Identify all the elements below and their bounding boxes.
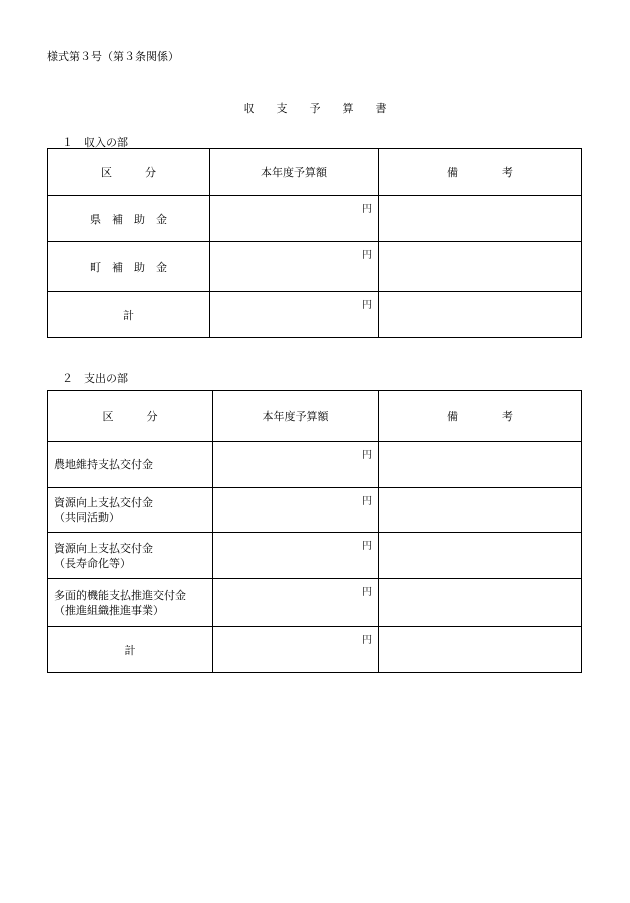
yen-unit: 円 bbox=[362, 300, 372, 311]
expense-row-amount[interactable] bbox=[213, 579, 379, 627]
income-row-remarks[interactable] bbox=[379, 292, 582, 338]
expense-header-row bbox=[48, 391, 582, 442]
income-row-prefecture bbox=[48, 196, 582, 242]
income-row-label: 町 補 助 金 bbox=[48, 242, 210, 292]
income-header-row bbox=[48, 149, 582, 196]
expense-row-remarks[interactable] bbox=[379, 442, 582, 488]
expense-row-promotion bbox=[48, 579, 582, 627]
expense-row-remarks[interactable] bbox=[379, 627, 582, 673]
yen-unit: 円 bbox=[362, 587, 372, 598]
expense-row-remarks[interactable] bbox=[379, 579, 582, 627]
expense-section-heading: ２ 支出の部 bbox=[62, 372, 128, 385]
expense-row-label-cell bbox=[48, 533, 213, 579]
expense-row-label-cell bbox=[48, 488, 213, 533]
expense-row-label-cell bbox=[48, 442, 213, 488]
expense-row-sublabel: （長寿命化等） bbox=[54, 556, 131, 570]
income-row-label: 県 補 助 金 bbox=[48, 196, 210, 242]
income-row-total bbox=[48, 292, 582, 338]
income-table bbox=[47, 148, 582, 338]
document-title: 収 支 予 算 書 bbox=[243, 102, 387, 115]
expense-header-budget: 本年度予算額 bbox=[213, 391, 379, 442]
expense-table bbox=[47, 390, 582, 673]
expense-row-label: 資源向上支払交付金 bbox=[54, 496, 153, 509]
expense-row-label-cell bbox=[48, 579, 213, 627]
income-row-label: 計 bbox=[48, 292, 210, 338]
expense-row-amount[interactable] bbox=[213, 533, 379, 579]
expense-header-remarks: 備 考 bbox=[379, 391, 582, 442]
yen-unit: 円 bbox=[362, 250, 372, 261]
expense-row-label: 農地維持支払交付金 bbox=[54, 458, 153, 471]
expense-row-remarks[interactable] bbox=[379, 488, 582, 533]
expense-row-label: 計 bbox=[48, 627, 213, 673]
yen-unit: 円 bbox=[362, 204, 372, 215]
expense-header-category: 区 分 bbox=[48, 391, 213, 442]
expense-row-joint-activity bbox=[48, 488, 582, 533]
income-header-budget: 本年度予算額 bbox=[210, 149, 379, 196]
income-header-category: 区 分 bbox=[48, 149, 210, 196]
income-row-amount[interactable] bbox=[210, 196, 379, 242]
income-row-amount[interactable] bbox=[210, 292, 379, 338]
income-row-amount[interactable] bbox=[210, 242, 379, 292]
yen-unit: 円 bbox=[362, 496, 372, 507]
yen-unit: 円 bbox=[362, 450, 372, 461]
expense-row-amount[interactable] bbox=[213, 488, 379, 533]
expense-row-label: 資源向上支払交付金 bbox=[54, 541, 153, 555]
expense-row-sublabel: （推進組織推進事業） bbox=[54, 603, 164, 617]
income-section-heading: １ 収入の部 bbox=[62, 136, 128, 149]
form-number: 様式第３号（第３条関係） bbox=[47, 50, 179, 63]
yen-unit: 円 bbox=[362, 635, 372, 646]
expense-row-remarks[interactable] bbox=[379, 533, 582, 579]
expense-row-farmland bbox=[48, 442, 582, 488]
expense-row-amount[interactable] bbox=[213, 442, 379, 488]
expense-row-longevity bbox=[48, 533, 582, 579]
expense-row-sublabel: （共同活動） bbox=[54, 511, 120, 524]
expense-row-total bbox=[48, 627, 582, 673]
expense-row-amount[interactable] bbox=[213, 627, 379, 673]
income-row-remarks[interactable] bbox=[379, 242, 582, 292]
income-row-remarks[interactable] bbox=[379, 196, 582, 242]
expense-row-label: 多面的機能支払推進交付金 bbox=[54, 588, 186, 602]
income-row-town bbox=[48, 242, 582, 292]
income-header-remarks: 備 考 bbox=[379, 149, 582, 196]
yen-unit: 円 bbox=[362, 541, 372, 552]
